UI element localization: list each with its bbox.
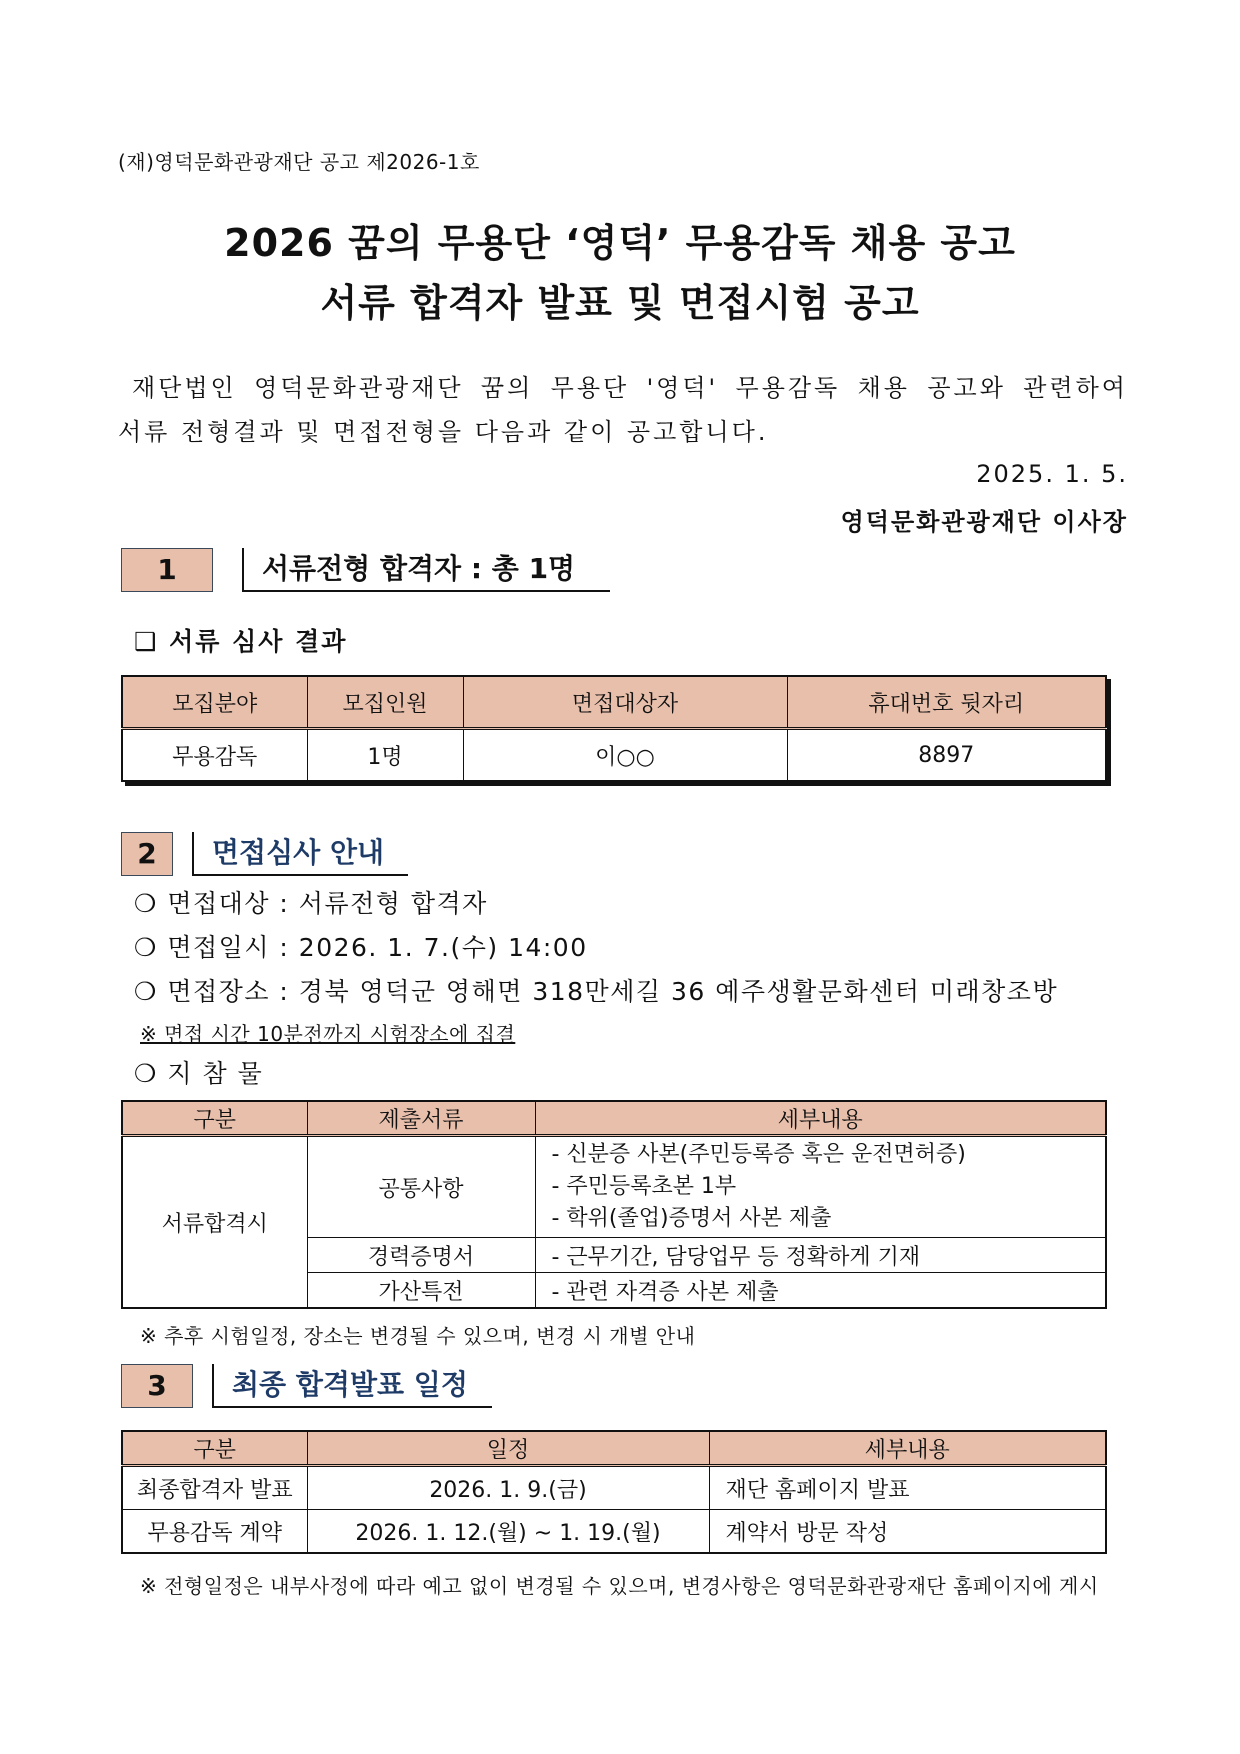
- table-row: [122, 729, 1106, 782]
- page-title-line1: 2026 꿈의 무용단 ‘영덕’ 무용감독 채용 공고: [224, 221, 1016, 265]
- table-row: [122, 1510, 1106, 1554]
- cell-phone-last-digits: 8897: [787, 729, 1106, 782]
- interview-target: [134, 884, 488, 920]
- col-header: 면접대상자: [463, 676, 787, 729]
- col-header: 구분: [122, 1101, 307, 1136]
- cell-doc: 가산특전: [307, 1273, 535, 1309]
- cell-date: 2026. 1. 12.(월) ~ 1. 19.(월): [307, 1510, 709, 1554]
- interview-datetime: [134, 928, 588, 964]
- col-header: 세부내용: [709, 1431, 1106, 1466]
- schedule-change-note: ※ 추후 시험일정, 장소는 변경될 수 있으며, 변경 시 개별 안내: [140, 1324, 696, 1348]
- col-header: 일정: [307, 1431, 709, 1466]
- materials-label: [134, 1054, 263, 1090]
- cell-field: 무용감독: [122, 729, 307, 782]
- cell-category: 서류합격시: [122, 1136, 307, 1309]
- notice-date: 2025. 1. 5.: [976, 460, 1128, 488]
- table-row: [122, 1136, 1106, 1238]
- cell-count: 1명: [307, 729, 463, 782]
- interview-location: [134, 972, 1058, 1008]
- cell-details: - 근무기간, 담당업무 등 정확하게 기재: [535, 1238, 1106, 1273]
- interview-location-text: 면접장소 : 경북 영덕군 영해면 318만세길 36 예주생활문화센터 미래창조방: [167, 977, 1059, 1006]
- cell-stage: 무용감독 계약: [122, 1510, 307, 1554]
- section3-number: 3: [121, 1364, 193, 1408]
- circle-bullet-icon: ❍: [134, 977, 158, 1006]
- intro-line2: 서류 전형결과 및 면접전형을 다음과 같이 공고합니다.: [118, 418, 769, 446]
- table-header-row: [122, 676, 1106, 729]
- section2-number: 2: [121, 832, 173, 876]
- cell-details: [535, 1136, 1106, 1238]
- table-row: [122, 1466, 1106, 1510]
- notice-number: (재)영덕문화관광재단 공고 제2026-1호: [118, 150, 480, 174]
- section1-subheading: [134, 622, 347, 658]
- interview-datetime-text: 면접일시 : 2026. 1. 7.(수) 14:00: [167, 933, 588, 962]
- detail-line: - 신분증 사본(주민등록증 혹은 운전면허증): [551, 1142, 966, 1167]
- cell-doc: 경력증명서: [307, 1238, 535, 1273]
- section1-number: 1: [121, 548, 213, 592]
- detail-line: - 학위(졸업)증명서 사본 제출: [551, 1206, 832, 1231]
- checkbox-square-icon: ❑: [134, 627, 159, 656]
- col-header: 구분: [122, 1431, 307, 1466]
- signer: 영덕문화관광재단 이사장: [840, 508, 1128, 536]
- cell-details: 계약서 방문 작성: [709, 1510, 1106, 1554]
- subheading-text: 서류 심사 결과: [169, 627, 348, 656]
- table-header-row: [122, 1431, 1106, 1466]
- detail-line: - 주민등록초본 1부: [551, 1174, 737, 1199]
- section2-heading: 면접심사 안내: [192, 832, 408, 876]
- col-header: 휴대번호 뒷자리: [787, 676, 1106, 729]
- document-screening-table: [121, 675, 1107, 782]
- interview-target-text: 면접대상 : 서류전형 합격자: [167, 889, 488, 918]
- col-header: 모집분야: [122, 676, 307, 729]
- cell-candidate: 이○○: [463, 729, 787, 782]
- col-header: 세부내용: [535, 1101, 1106, 1136]
- page-title-line2: 서류 합격자 발표 및 면접시험 공고: [320, 281, 920, 325]
- final-note: ※ 전형일정은 내부사정에 따라 예고 없이 변경될 수 있으며, 변경사항은 영덕문화관광재단 홈페이지에 게시: [140, 1574, 1099, 1598]
- cell-details: 재단 홈페이지 발표: [709, 1466, 1106, 1510]
- materials-table: [121, 1100, 1107, 1309]
- cell-stage: 최종합격자 발표: [122, 1466, 307, 1510]
- col-header: 제출서류: [307, 1101, 535, 1136]
- cell-date: 2026. 1. 9.(금): [307, 1466, 709, 1510]
- cell-details: - 관련 자격증 사본 제출: [535, 1273, 1106, 1309]
- materials-label-text: 지 참 물: [167, 1059, 264, 1088]
- circle-bullet-icon: ❍: [134, 889, 158, 918]
- table-header-row: [122, 1101, 1106, 1136]
- arrival-note: ※ 면접 시간 10분전까지 시험장소에 집결: [140, 1022, 516, 1046]
- col-header: 모집인원: [307, 676, 463, 729]
- section1-heading: 서류전형 합격자 : 총 1명: [242, 548, 610, 592]
- section3-heading: 최종 합격발표 일정: [212, 1364, 492, 1408]
- circle-bullet-icon: ❍: [134, 1059, 158, 1088]
- final-schedule-table: [121, 1430, 1107, 1554]
- circle-bullet-icon: ❍: [134, 933, 158, 962]
- intro-line1: 재단법인 영덕문화관광재단 꿈의 무용단 '영덕' 무용감독 채용 공고와 관련하여: [132, 374, 1128, 402]
- cell-doc: 공통사항: [307, 1136, 535, 1238]
